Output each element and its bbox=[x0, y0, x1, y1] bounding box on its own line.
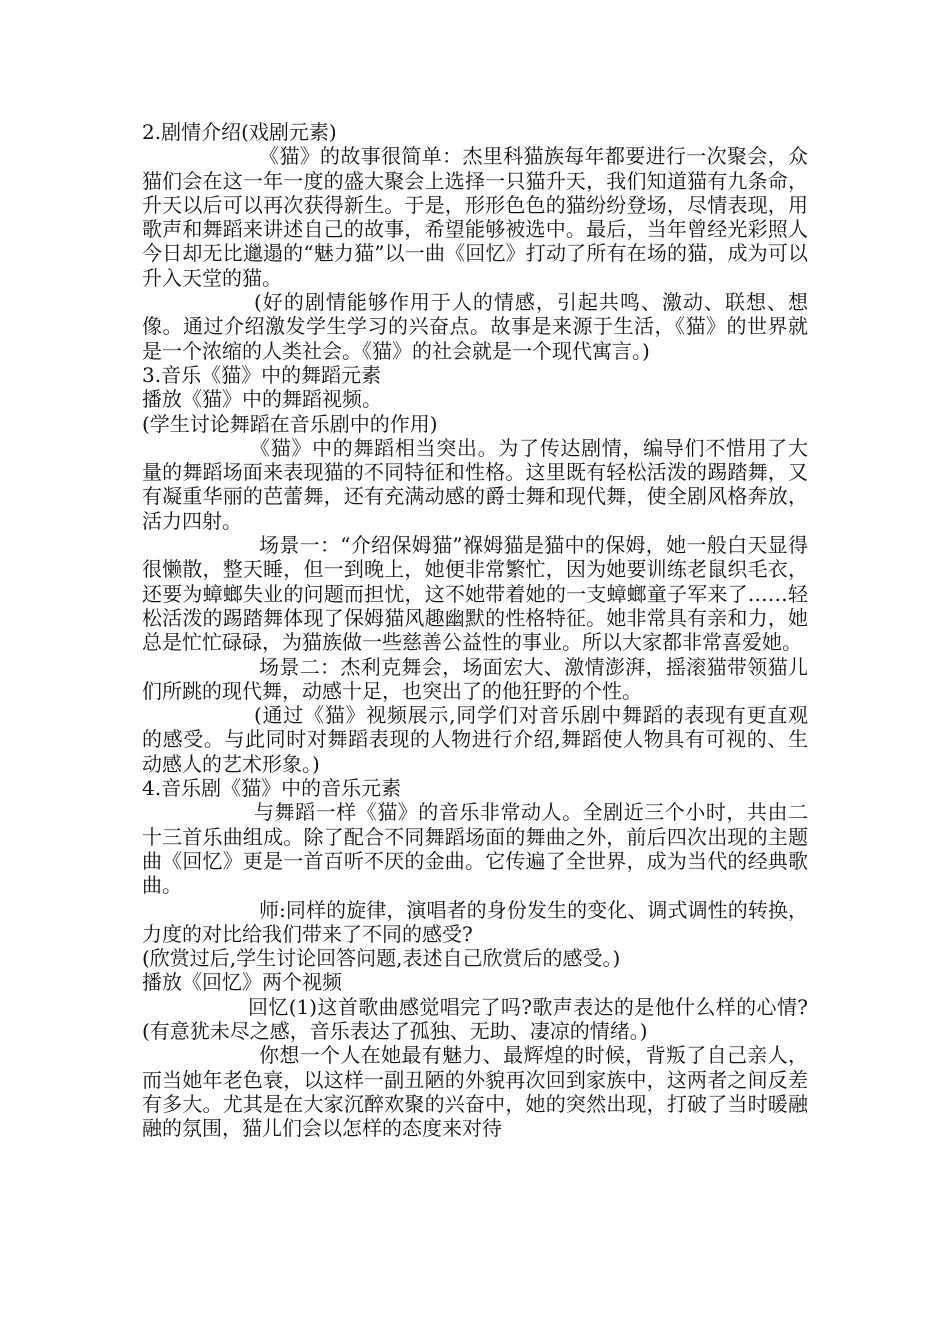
paragraph-dance-note: (通过《猫》视频展示,同学们对音乐剧中舞蹈的表现有更直观的感受。与此同时对舞蹈表现的人物进行介绍,舞蹈使人物具有可视的、生动感人的艺术形象。) bbox=[142, 703, 808, 776]
paragraph-student-discussion: (学生讨论舞蹈在音乐剧中的作用) bbox=[142, 411, 438, 436]
paragraph-plot-note: (好的剧情能够作用于人的情感，引起共鸣、激动、联想、想像。通过介绍激发学生学习的兴奋点。故事是来源于生活，《猫》的世界就是一个浓缩的人类社会。《猫》的社会就是一个现代寓言。) bbox=[142, 290, 808, 363]
section-heading-plot: 2.剧情介绍(戏剧元素) bbox=[142, 120, 337, 144]
paragraph-memory-reflection: 你想一个人在她最有魅力、最辉煌的时候，背叛了自己亲人，而当她年老色衰，以这样一副丑陋的外貌再次回到家族中，这两者之间反差有多大。尤其是在大家沉醉欢聚的兴奋中，她的突然出现，打破了当时暖融融的氛围，猫儿们会以怎样的态度来对待 bbox=[142, 1043, 808, 1141]
paragraph-scene-two: 场景二：杰利克舞会，场面宏大、激情澎湃，摇滚猫带领猫儿们所跳的现代舞，动感十足，也突出了的他狂野的个性。 bbox=[142, 654, 808, 703]
paragraph-music-description: 与舞蹈一样《猫》的音乐非常动人。全剧近三个小时，共由二十三首乐曲组成。除了配合不同舞蹈场面的舞曲之外，前后四次出现的主题曲《回忆》更是一首百听不厌的金曲。它传遍了全世界，成为当代的经典歌曲。 bbox=[142, 800, 808, 898]
paragraph-dance-description: 《猫》中的舞蹈相当突出。为了传达剧情，编导们不惜用了大量的舞蹈场面来表现猫的不同特征和性格。这里既有轻松活泼的踢踏舞，又有凝重华丽的芭蕾舞，还有充满动感的爵士舞和现代舞，使全剧风格奔放，活力四射。 bbox=[142, 435, 808, 533]
section-heading-music: 4.音乐剧《猫》中的音乐元素 bbox=[142, 776, 402, 801]
paragraph-memory-question: 回忆(1)这首歌曲感觉唱完了吗?歌声表达的是他什么样的心情?(有意犹未尽之感，音乐表达了孤独、无助、凄凉的情绪。) bbox=[142, 994, 808, 1043]
paragraph-story-summary: 《猫》的故事很简单：杰里科猫族每年都要进行一次聚会，众猫们会在这一年一度的盛大聚会上选择一只猫升天，我们知道猫有九条命，升天以后可以再次获得新生。于是，形形色色的猫纷纷登场，尽情表现，用歌声和舞蹈来讲述自己的故事，希望能够被选中。最后，当年曾经光彩照人今日却无比邋遢的“魅力猫”以一曲《回忆》打动了所有在场的猫，成为可以升入天堂的猫。 bbox=[142, 144, 808, 290]
paragraph-scene-one: 场景一：“介绍保姆猫”褓姆猫是猫中的保姆，她一般白天显得很懒散，整天睡，但一到晚上，她便非常繁忙，因为她要训练老鼠织毛衣，还要为蟑螂失业的问题而担忧，这不她带着她的一支蟑螂童子军来了……轻松活泼的踢踏舞体现了保姆猫风趣幽默的性格特征。她非常具有亲和力，她总是忙忙碌碌，为猫族做一些慈善公益性的事业。所以大家都非常喜爱她。 bbox=[142, 533, 808, 655]
section-heading-dance: 3.音乐《猫》中的舞蹈元素 bbox=[142, 362, 382, 387]
paragraph-student-response: (欣赏过后,学生讨论回答问题,表述自己欣赏后的感受。) bbox=[142, 946, 621, 971]
paragraph-teacher-question: 师:同样的旋律，演唱者的身份发生的变化、调式调性的转换，力度的对比给我们带来了不同的感受? bbox=[142, 897, 808, 946]
paragraph-play-memory-videos: 播放《回忆》两个视频 bbox=[142, 970, 342, 995]
document-body bbox=[142, 120, 808, 1140]
paragraph-play-dance-video: 播放《猫》中的舞蹈视频。 bbox=[142, 387, 382, 412]
